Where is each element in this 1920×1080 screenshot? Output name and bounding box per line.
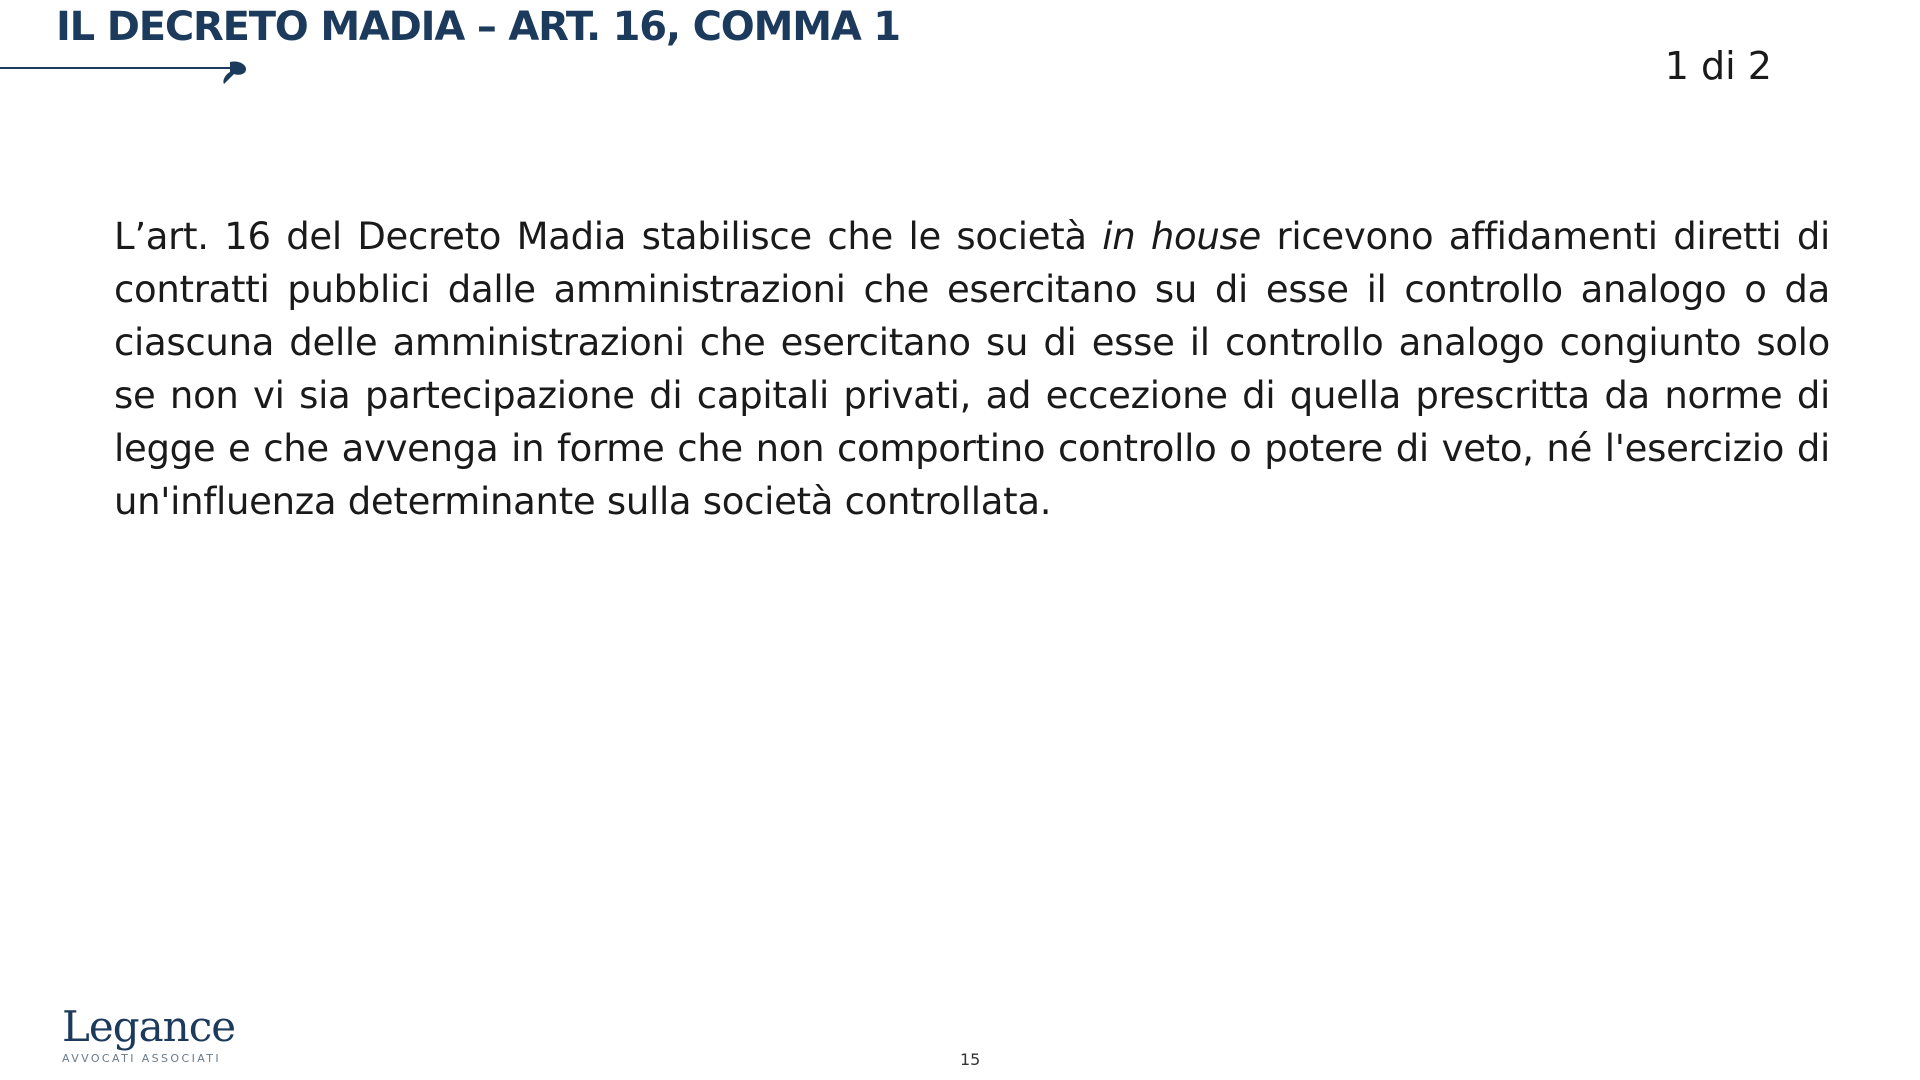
slide-title: IL DECRETO MADIA – ART. 16, COMMA 1 [56, 4, 900, 50]
body-text-part1: L’art. 16 del Decreto Madia stabilisce che le società [114, 215, 1103, 258]
body-paragraph [114, 210, 1830, 528]
title-underline-decoration [0, 60, 250, 90]
legance-logo [62, 1002, 236, 1065]
logo-subtitle: AVVOCATI ASSOCIATI [62, 1052, 222, 1065]
body-text-italic: in house [1102, 215, 1261, 258]
page-number: 15 [960, 1050, 981, 1069]
logo-wordmark: Legance [62, 1002, 236, 1051]
body-text-part2: ricevono affidamenti diretti di contratti pubblici dalle amministrazioni che esercitano su di esse il controllo analogo o da ciascuna delle amministrazioni che esercitano su di esse il controllo analogo congiunto solo se non vi sia partecipazione di capitali privati, ad eccezione di quella prescritta da norme di legge e che avvenga in forme che non comportino controllo o potere di veto, né l'esercizio di un'influenza determinante sulla società controllata. [114, 215, 1830, 523]
page-indicator: 1 di 2 [1664, 44, 1772, 88]
